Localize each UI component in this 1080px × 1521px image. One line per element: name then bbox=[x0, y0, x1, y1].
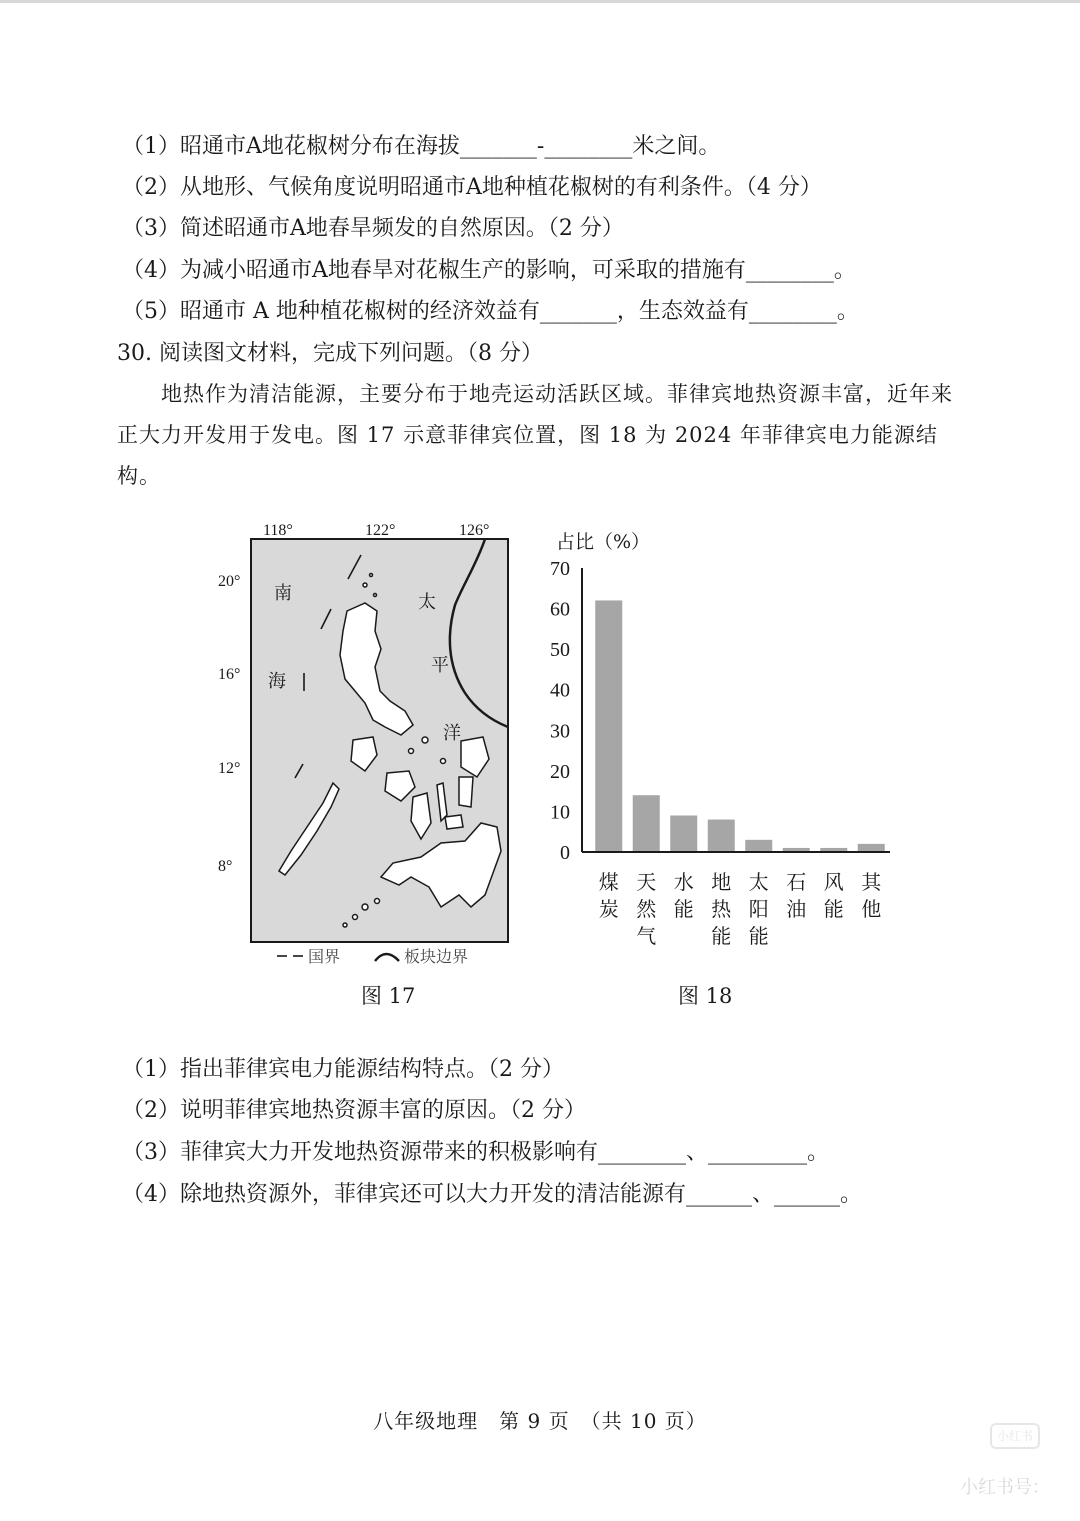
lat-label-8: 8° bbox=[218, 858, 233, 875]
figure-18-caption: 图 18 bbox=[678, 984, 733, 1008]
q30-material bbox=[117, 374, 967, 497]
figure-17-map bbox=[215, 515, 515, 989]
q29-sub5: （5）昭通市 A 地种植花椒树的经济效益有_______，生态效益有________。 bbox=[122, 299, 859, 324]
category-label-5: 石油 bbox=[786, 870, 807, 921]
y-tick-label: 10 bbox=[550, 801, 570, 824]
sulu-islet bbox=[362, 904, 368, 910]
category-label-2: 水能 bbox=[673, 870, 694, 921]
sulu-islet bbox=[353, 915, 358, 920]
bar-7 bbox=[858, 844, 885, 852]
page-top-edge bbox=[0, 0, 1080, 3]
bar-1 bbox=[633, 795, 660, 852]
pacific-ocean-char-3: 洋 bbox=[443, 723, 461, 744]
category-label-1: 天然气 bbox=[636, 870, 657, 948]
y-tick-label: 60 bbox=[550, 598, 570, 621]
islet bbox=[441, 759, 446, 764]
map-legend bbox=[277, 947, 468, 966]
q29-sub4: （4）为减小昭通市A地春旱对花椒生产的影响，可采取的措施有________。 bbox=[122, 258, 856, 283]
q30-sub2: （2）说明菲律宾地热资源丰富的原因。（2 分） bbox=[122, 1098, 586, 1123]
q29-sub2: （2）从地形、气候角度说明昭通市A地种植花椒树的有利条件。（4 分） bbox=[122, 175, 822, 200]
q30-sub4: （4）除地热资源外，菲律宾还可以大力开发的清洁能源有______、______。 bbox=[122, 1182, 862, 1207]
q30-title: 30. 阅读图文材料，完成下列问题。（8 分） bbox=[117, 341, 543, 366]
q30-sub3: （3）菲律宾大力开发地热资源带来的积极影响有________、_________。 bbox=[122, 1140, 829, 1165]
lon-label-118: 118° bbox=[263, 522, 293, 539]
batanes-islet bbox=[370, 574, 373, 577]
bar-0 bbox=[595, 600, 622, 852]
pacific-ocean-char-1: 太 bbox=[418, 592, 436, 613]
legend-plate-symbol bbox=[375, 954, 399, 961]
watermark-logo: 小红书 bbox=[990, 1423, 1040, 1449]
q30-sub1: （1）指出菲律宾电力能源结构特点。（2 分） bbox=[122, 1057, 564, 1082]
y-tick-label: 0 bbox=[560, 842, 570, 864]
batanes-islet bbox=[363, 583, 367, 587]
lon-label-126: 126° bbox=[459, 522, 490, 539]
figure-18-chart bbox=[540, 525, 910, 954]
page-footer: 八年级地理 第 9 页 （共 10 页） bbox=[373, 1409, 707, 1433]
q30-material-text: 地热作为清洁能源，主要分布于地壳运动活跃区域。菲律宾地热资源丰富，近年来正大力开发用于发电。图 17 示意菲律宾位置，图 18 为 2024 年菲律宾电力能源结构。 bbox=[117, 382, 953, 488]
pacific-ocean-char-2: 平 bbox=[431, 655, 449, 676]
philippines-map bbox=[215, 515, 515, 985]
batanes-islet bbox=[374, 594, 377, 597]
bar-2 bbox=[670, 815, 697, 852]
y-tick-label: 50 bbox=[550, 639, 570, 662]
energy-structure-bar-chart bbox=[540, 525, 910, 950]
sulu-islet bbox=[343, 923, 347, 927]
q29-sub1: （1）昭通市A地花椒树分布在海拔_______-________米之间。 bbox=[122, 134, 721, 159]
watermark-text: 小红书号： bbox=[960, 1477, 1050, 1498]
lat-label-12: 12° bbox=[218, 760, 241, 777]
islet bbox=[409, 749, 414, 754]
south-china-sea-char-1: 南 bbox=[274, 583, 292, 604]
y-tick-label: 20 bbox=[550, 760, 570, 783]
leyte-island bbox=[459, 777, 473, 807]
south-china-sea-char-2: 海 bbox=[268, 671, 286, 692]
category-label-0: 煤炭 bbox=[598, 870, 619, 921]
lon-label-122: 122° bbox=[365, 522, 396, 539]
y-tick-label: 70 bbox=[550, 558, 570, 580]
bohol-island bbox=[445, 815, 463, 829]
bar-4 bbox=[745, 840, 772, 852]
lat-label-20: 20° bbox=[218, 573, 241, 590]
y-tick-label: 30 bbox=[550, 720, 570, 743]
sulu-islet bbox=[375, 899, 380, 904]
q29-sub3: （3）简述昭通市A地春旱频发的自然原因。（2 分） bbox=[122, 216, 624, 241]
category-label-6: 风能 bbox=[823, 870, 844, 921]
category-label-7: 其他 bbox=[861, 870, 882, 921]
islet bbox=[422, 737, 428, 743]
legend-plate-label: 板块边界 bbox=[404, 947, 469, 966]
category-label-4: 太阳能 bbox=[748, 870, 769, 948]
legend-border-label: 国界 bbox=[308, 947, 341, 966]
category-label-3: 地热能 bbox=[711, 870, 732, 948]
figure-17-caption: 图 17 bbox=[361, 984, 416, 1008]
bar-3 bbox=[708, 820, 735, 852]
chart-y-axis-label: 占比（%） bbox=[556, 531, 651, 553]
y-tick-label: 40 bbox=[550, 679, 570, 702]
lat-label-16: 16° bbox=[218, 666, 241, 683]
